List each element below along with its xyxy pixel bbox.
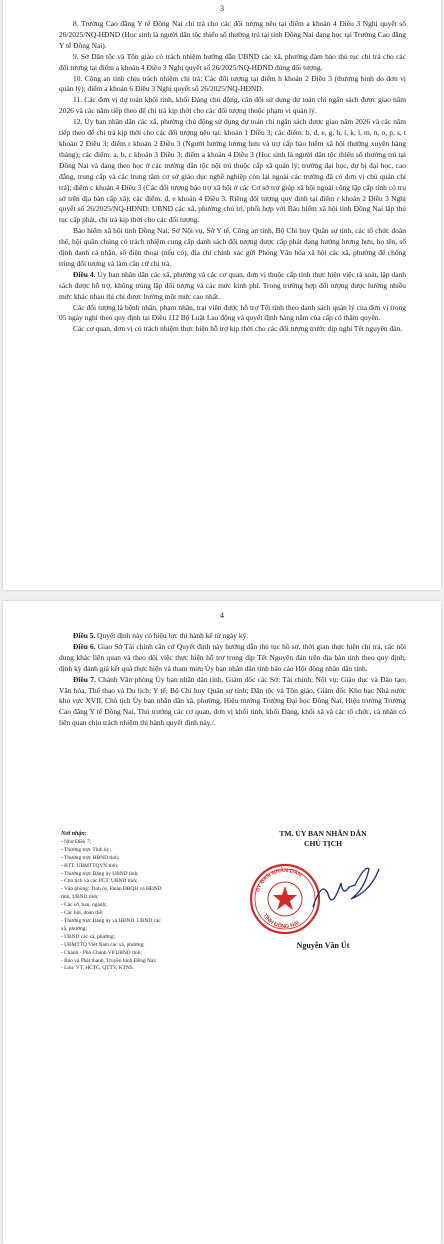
paragraph: Các đối tượng là bệnh nhân, phạm nhân, trại viên được hỗ trợ Tết tính theo danh sách quản lý của đơn vị trong 05 ngày nghỉ theo quy định tại Điều 112 Bộ Luật Lao động và quyết định hàng năm của cấp có thẩm quyền. (59, 302, 406, 323)
recipient-item: tỉnh, UBND tỉnh; (61, 894, 99, 901)
article-4-label: Điều 4. (73, 269, 96, 279)
recipient-item: - Chủ tịch và các PCT. UBND tỉnh; (61, 878, 138, 885)
paragraph: 8. Trường Cao đẳng Y tế Đồng Nai chi trả cho các đối tượng nêu tại điểm a khoản 4 Điều 3 Nghị quyết số 26/2025/NQ-HĐND (Học sinh là người dân tộc thiểu số thường trú tại tỉnh Đồng Nai đang học tại Trường Cao đẳng Y tế Đồng Nai). (59, 19, 406, 50)
recipient-item: - Thường trực Đảng ủy UBND tỉnh; (61, 870, 139, 877)
article-6-text: Giao Sở Tài chính căn cứ Quyết định này hướng dẫn thủ tục hồ sơ, thời gian thực hiện chi trả, các nội dung khác liên quan và theo dõi việc thực hiện hỗ trợ trong dịp Tết Nguyên đán trên địa bàn tỉnh theo quy định; định kỳ đánh giá kết quả thực hiện và tham mưu Ủy ban nhân dân tỉnh báo cáo Hội đồng nhân dân tỉnh. (59, 641, 407, 673)
document-page-4 (3, 601, 441, 1244)
recipient-item: - Các hội, đoàn thể; (61, 910, 104, 917)
official-seal-icon (243, 847, 403, 947)
page-number: 3 (220, 4, 224, 13)
document-page-3 (3, 0, 441, 590)
recipient-item: - Lưu: VT, HCTC, QTTV, KTNS. (61, 965, 135, 972)
recipients-list (61, 831, 231, 973)
article-6-label: Điều 6. (73, 641, 96, 651)
article-4 (59, 270, 406, 303)
recipient-item: xã, phường; (61, 925, 87, 932)
article-5-label: Điều 5. (73, 631, 96, 640)
recipient-item: - Các sở, ban, ngành; (61, 902, 107, 909)
page-4-body (59, 631, 406, 729)
article-7-text: Chánh Văn phòng Ủy ban nhân dân tỉnh, Giám đốc các Sở: Tài chính; Nội vụ; Giáo dục và Đào tạo; Văn hóa, Thể thao và Du lịch; Y tế; Bộ Chỉ huy Quân sự tỉnh; Dân tộc và Tôn giáo, Giám đốc Kho bạc Nhà nước khu vực XVII, Chủ tịch Ủy ban nhân dân xã, phường, Hiệu trưởng Trường Đại học Đồng Nai, Hiệu trưởng Trường Cao đẳng Y tế Đồng Nai, Thủ trưởng các cơ quan, đơn vị khối tỉnh, khối Đảng, khối xã và các tổ chức, cá nhân có liên quan chịu trách nhiệm thi hành quyết định này./. (59, 674, 407, 728)
paragraph: 11. Các đơn vị dự toán khối tỉnh, khối Đảng chủ động, cân đối sử dụng dự toán chi ngân sách được giao năm 2026 và các năm tiếp theo để chi trả kịp thời cho các đối tượng thuộc phạm vi quản lý. (59, 95, 406, 116)
recipient-item: - Như Điều 7; (61, 838, 92, 845)
recipient-item: - Văn phòng: Tỉnh ủy, Đoàn ĐBQH và HĐND (61, 886, 162, 893)
article-5-text: Quyết định này có hiệu lực thi hành kể từ ngày ký. (95, 631, 249, 640)
paragraph: 9. Sở Dân tộc và Tôn giáo có trách nhiệm hướng dẫn UBND các xã, phường đảm bảo thủ tục chi trả cho các đối tượng tại điểm a khoản 4 Điều 3 Nghị quyết số 26/2025/NQ-HĐND đúng đối tượng. (59, 51, 406, 72)
paragraph: 12. Ủy ban nhân dân các xã, phường chủ động sử dụng dự toán chi ngân sách được giao năm 2026 và các năm tiếp theo để chi trả kịp thời cho các đối tượng nêu tại: khoản 1 Điều 3; các điểm: b, đ, e, g, h, i, k, l, m, n, o, p, s, t khoản 2 Điều 3; điểm r khoản 2 Điều 3 (Người hưởng lương hưu và trợ cấp bảo hiểm xã hội thường xuyên hàng tháng); các điểm: a, b, c khoản 3 Điều 3; điểm a khoản 4 Điều 3 (Học sinh là người dân tộc thiểu số thường trú tại Đồng Nai và đang theo học ở các trường dân tộc nội trú thuộc cấp xã quản lý; trường đại học, dự bị đại học, cao đẳng, trung cấp và các trung tâm cơ sở giáo dục nghề nghiệp còn lại ngoài các trường đã có đơn vị chủ quản chi trả); điểm c khoản 4 Điều 3 (Các đối tượng bảo trợ xã hội ở các Cơ sở trợ giúp xã hội ngoài công lập cấp tỉnh có trụ sở trên địa bàn cấp xã); các điểm: đ, e khoản 4 Điều 3. Riêng đối tượng quy định tại điểm r khoản 2 Điều 3 Nghị quyết số 26/2025/NQ-HĐND: UBND các xã, phường chủ trì, phối hợp với Bảo hiểm xã hội tỉnh Đồng Nai lập thủ tục cấp phát, chi trả kịp thời cho các đối tượng. (59, 117, 406, 225)
article-7 (59, 675, 406, 730)
recipient-item: - Chánh - Phó Chánh VP.UBND tỉnh; (61, 949, 142, 956)
recipient-item: - Báo và Phát thanh, Truyền hình Đồng Nai; (61, 957, 157, 964)
signer-name: Nguyễn Văn Út (296, 941, 350, 950)
svg-text:ỦY BAN NHÂN DÂN (254, 867, 303, 893)
article-5 (59, 631, 406, 642)
signing-authority: TM. ỦY BAN NHÂN DÂN (279, 829, 367, 838)
seal-text-top: ỦY BAN NHÂN DÂN (254, 867, 303, 893)
page-number: 4 (220, 611, 224, 620)
signer-title: CHỦ TỊCH (303, 839, 343, 848)
seal-text-bottom: TỈNH ĐỒNG NAI (261, 912, 301, 931)
recipient-item: - UBMTTQ Việt Nam các xã, phường; (61, 941, 145, 948)
recipient-item: - Thường trực Đảng ủy và HĐND, UBND các (61, 917, 161, 924)
article-7-label: Điều 7. (73, 674, 96, 684)
signature-block (243, 829, 403, 950)
recipient-item: - UBND các xã, phường; (61, 933, 116, 940)
recipient-item: - Thường trực Tỉnh ủy; (61, 846, 111, 853)
paragraph: 10. Công an tỉnh chịu trách nhiệm chi trả: Các đối tượng tại điểm h khoản 2 Điều 3 (thương binh do đơn vị quản lý); điểm a khoản 6 Điều 3 Nghị quyết số 26/2025/NQ-HĐND. (59, 73, 406, 94)
recipient-item: - BTT. UBMTTQVN tỉnh; (61, 862, 119, 869)
paragraph: Bảo hiểm xã hội tỉnh Đồng Nai, Sở Nội vụ, Sở Y tế, Công an tỉnh, Bộ Chỉ huy Quân sự tỉnh, các tổ chức đoàn thể, hội quần chúng có trách nhiệm cung cấp danh sách đối tượng được cấp phát đang hưởng lương hưu, họ tên, số định danh cá nhân, số điện thoại (nếu có), địa chỉ chính xác gửi Phòng Văn hóa xã hội các xã, phường để chống trùng đối tượng và làm căn cứ chi trả. (59, 226, 406, 268)
page-3-body (59, 19, 406, 335)
paragraph: Các cơ quan, đơn vị có trách nhiệm thực hiện hỗ trợ kịp thời cho các đối tượng trước dịp nghỉ Tết nguyên đán. (73, 324, 403, 334)
recipients-title: Nơi nhận: (61, 831, 87, 837)
recipient-item: - Thường trực HĐND tỉnh; (61, 854, 120, 861)
article-6 (59, 642, 406, 675)
article-4-text: Ủy ban nhân dân các xã, phường và các cơ quan, đơn vị thuộc cấp tỉnh thực hiện việc rà soát, lập danh sách được hỗ trợ, không trùng lặp đối tượng và các mức kinh phí. Trong trường hợp đối tượng được hưởng nhiều mức khác nhau thì chỉ được hưởng một mức cao nhất. (59, 269, 406, 301)
